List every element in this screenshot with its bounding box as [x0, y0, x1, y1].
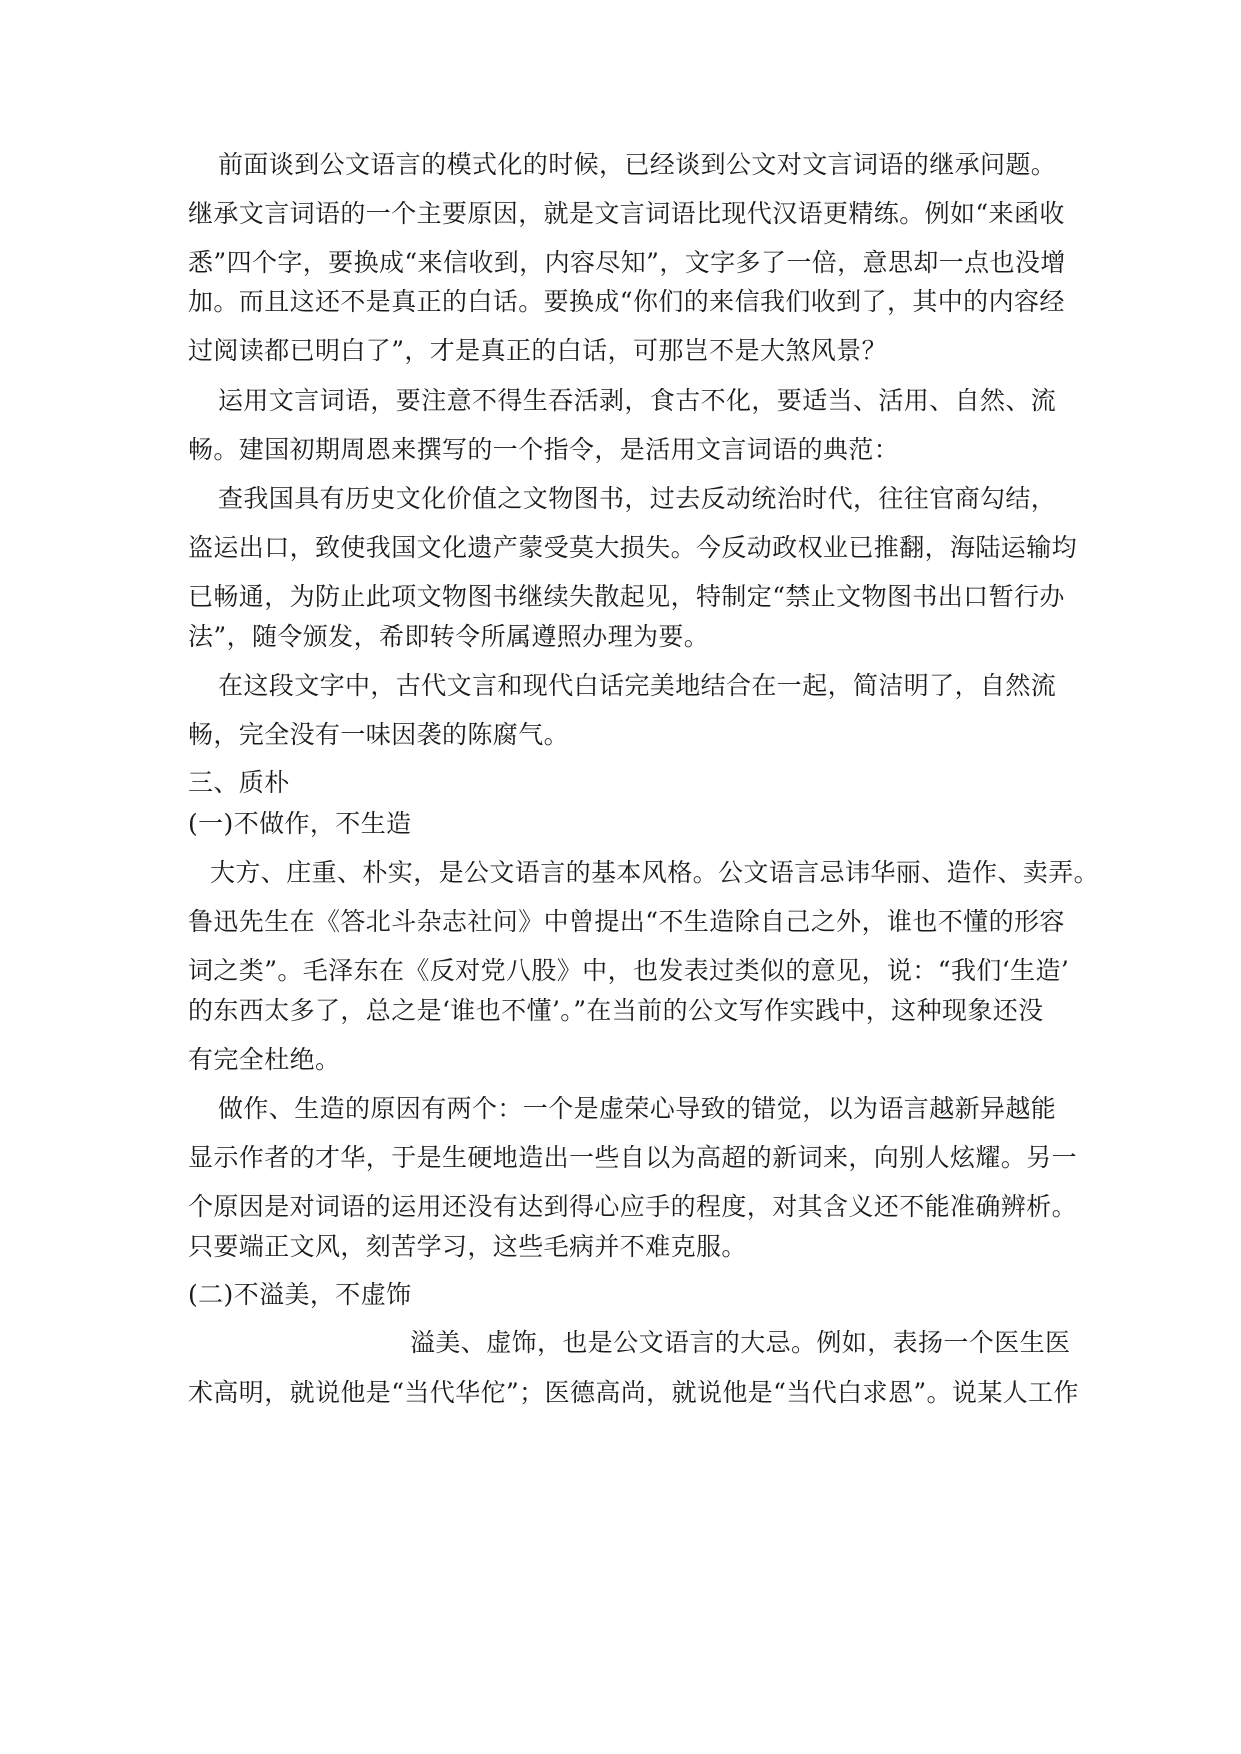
paragraph-line: 大方、庄重、朴实，是公文语言的基本风格。公文语言忌讳华丽、造作、卖弄。: [210, 858, 1100, 887]
paragraph-line: 在这段文字中，古代文言和现代白话完美地结合在一起，简洁明了，自然流: [218, 671, 1057, 700]
quote-line: 查我国具有历史文化价值之文物图书，过去反动统治时代，往往官商勾结，: [218, 484, 1057, 513]
paragraph-line: 术高明，就说他是“当代华佗”；医德高尚，就说他是“当代白求恩”。说某人工作: [188, 1378, 1079, 1407]
subsection-heading: (二)不溢美，不虚饰: [188, 1280, 412, 1309]
quote-line: 法”，随令颁发，希即转令所属遵照办理为要。: [188, 622, 710, 651]
paragraph-line: 悉”四个字，要换成“来信收到，内容尽知”，文字多了一倍，意思却一点也没增: [188, 248, 1066, 277]
paragraph-line: 过阅读都已明白了”，才是真正的白话，可那岂不是大煞风景？: [188, 336, 887, 365]
section-heading: 三、质朴: [188, 768, 290, 797]
paragraph-line: 运用文言词语，要注意不得生吞活剥，食古不化，要适当、活用、自然、流: [218, 386, 1057, 415]
paragraph-line: 词之类”。毛泽东在《反对党八股》中，也发表过类似的意见，说：“我们‘生造’: [188, 956, 1070, 985]
paragraph-line: 的东西太多了，总之是‘谁也不懂’。”在当前的公文写作实践中，这种现象还没: [188, 996, 1044, 1025]
paragraph-line: 鲁迅先生在《答北斗杂志社问》中曾提出“不生造除自己之外，谁也不懂的形容: [188, 907, 1065, 936]
paragraph-line: 前面谈到公文语言的模式化的时候，已经谈到公文对文言词语的继承问题。: [218, 150, 1057, 179]
paragraph-line: 做作、生造的原因有两个：一个是虚荣心导致的错觉，以为语言越新异越能: [218, 1094, 1057, 1123]
paragraph-line: 个原因是对词语的运用还没有达到得心应手的程度，对其含义还不能准确辨析。: [188, 1192, 1078, 1221]
paragraph-line: 显示作者的才华，于是生硬地造出一些自以为高超的新词来，向别人炫耀。另一: [188, 1143, 1078, 1172]
paragraph-line: 有完全杜绝。: [188, 1045, 341, 1074]
paragraph-line: 畅，完全没有一味因袭的陈腐气。: [188, 720, 570, 749]
quote-line: 已畅通，为防止此项文物图书继续失散起见，特制定“禁止文物图书出口暂行办: [188, 582, 1065, 611]
quote-line: 盗运出口，致使我国文化遗产蒙受莫大损失。今反动政权业已推翻，海陆运输均: [188, 533, 1078, 562]
paragraph-line: 溢美、虚饰，也是公文语言的大忌。例如，表扬一个医生医: [410, 1328, 1071, 1357]
paragraph-line: 畅。建国初期周恩来撰写的一个指令，是活用文言词语的典范：: [188, 435, 900, 464]
paragraph-line: 只要端正文风，刻苦学习，这些毛病并不难克服。: [188, 1232, 747, 1261]
paragraph-line: 加。而且这还不是真正的白话。要换成“你们的来信我们收到了，其中的内容经: [188, 287, 1065, 316]
paragraph-line: 继承文言词语的一个主要原因，就是文言词语比现代汉语更精练。例如“来函收: [188, 199, 1065, 228]
subsection-heading: (一)不做作，不生造: [188, 809, 412, 838]
